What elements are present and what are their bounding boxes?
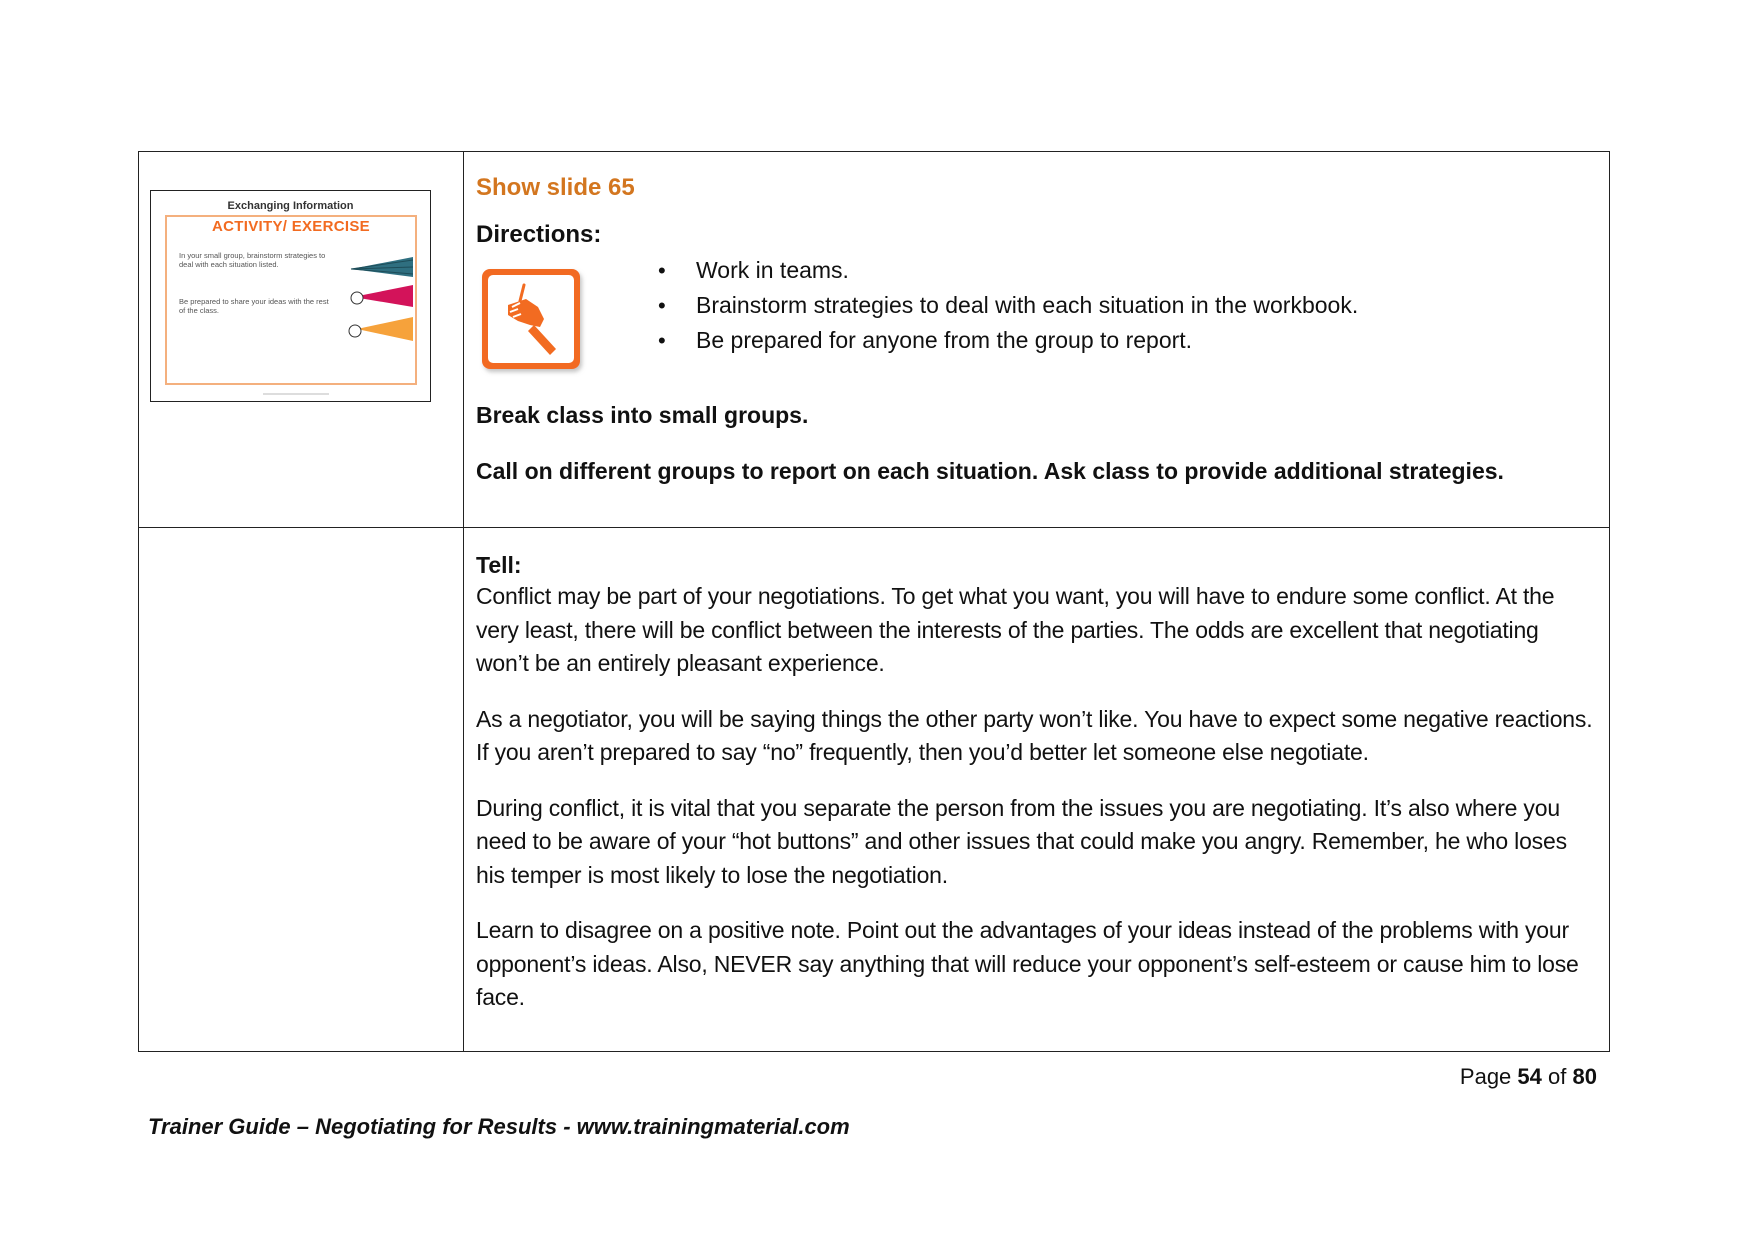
- document-footer: Trainer Guide – Negotiating for Results - www.trainingmaterial.com: [148, 1114, 850, 1139]
- directions-area: [476, 257, 1597, 377]
- tell-cell: [464, 528, 1610, 1052]
- list-item: • Work in teams.: [658, 253, 1358, 288]
- slide-thumbnail-cell: [139, 152, 464, 528]
- instruction-break-class: Break class into small groups.: [476, 402, 809, 428]
- list-item: • Be prepared for anyone from the group to report.: [658, 323, 1358, 358]
- slide-thumb-bullet: Be prepared to share your ideas with the rest of the class.: [179, 297, 329, 315]
- tell-paragraph: Learn to disagree on a positive note. Point out the advantages of your ideas instead of the problems with your opponent’s ideas. Also, NEVER say anything that will reduce your opponent’s self-esteem or cause him to lose face.: [476, 917, 1579, 1010]
- table-row: [139, 152, 1610, 528]
- list-item: • Brainstorm strategies to deal with each situation in the workbook.: [658, 288, 1358, 323]
- slide-thumb-title: Exchanging Information: [227, 200, 354, 212]
- slide-thumbnail: [150, 190, 431, 402]
- table-row: [139, 528, 1610, 1052]
- page-of: of: [1548, 1064, 1567, 1089]
- instructions-cell: [464, 152, 1610, 528]
- activity-hand-icon: [478, 265, 588, 377]
- slide-thumb-bullet: In your small group, brainstorm strategies to deal with each situation listed.: [179, 251, 326, 269]
- page-total: 80: [1572, 1064, 1597, 1089]
- tell-paragraph: As a negotiator, you will be saying things the other party won’t like. You have to expect some negative reactions. If you aren’t prepared to say “no” frequently, then you’d better let someone else negotiate.: [476, 705, 1593, 765]
- slide-thumb-footer: [263, 393, 329, 395]
- directions-label: Directions:: [476, 221, 602, 248]
- show-slide-label: Show slide 65: [476, 174, 635, 201]
- tell-paragraph: During conflict, it is vital that you separate the person from the issues you are negotiating. It’s also where you need to be aware of your “hot buttons” and other issues that could make you angry. Remember, he who loses his temper is most likely to lose the negotiation.: [476, 794, 1567, 888]
- page-number: [1460, 1064, 1597, 1090]
- directions-list: [658, 253, 1358, 358]
- page-prefix: Page: [1459, 1064, 1512, 1089]
- tell-paragraph: Conflict may be part of your negotiations. To get what you want, you will have to endure some conflict. At the very least, there will be conflict between the interests of the parties. The odds are excellent that negotiating won’t be an entirely pleasant experience.: [476, 583, 1555, 676]
- pencils-illustration-icon: [331, 255, 413, 355]
- tell-label: Tell:: [476, 552, 522, 578]
- empty-left-cell: [139, 528, 464, 1052]
- slide-thumb-heading: ACTIVITY/ EXERCISE: [212, 218, 370, 235]
- trainer-guide-table: [138, 151, 1610, 1052]
- page-current: 54: [1517, 1064, 1542, 1089]
- instruction-call-groups: Call on different groups to report on each situation. Ask class to provide additional strategies.: [476, 458, 1504, 484]
- slide-thumb-frame: [165, 215, 417, 385]
